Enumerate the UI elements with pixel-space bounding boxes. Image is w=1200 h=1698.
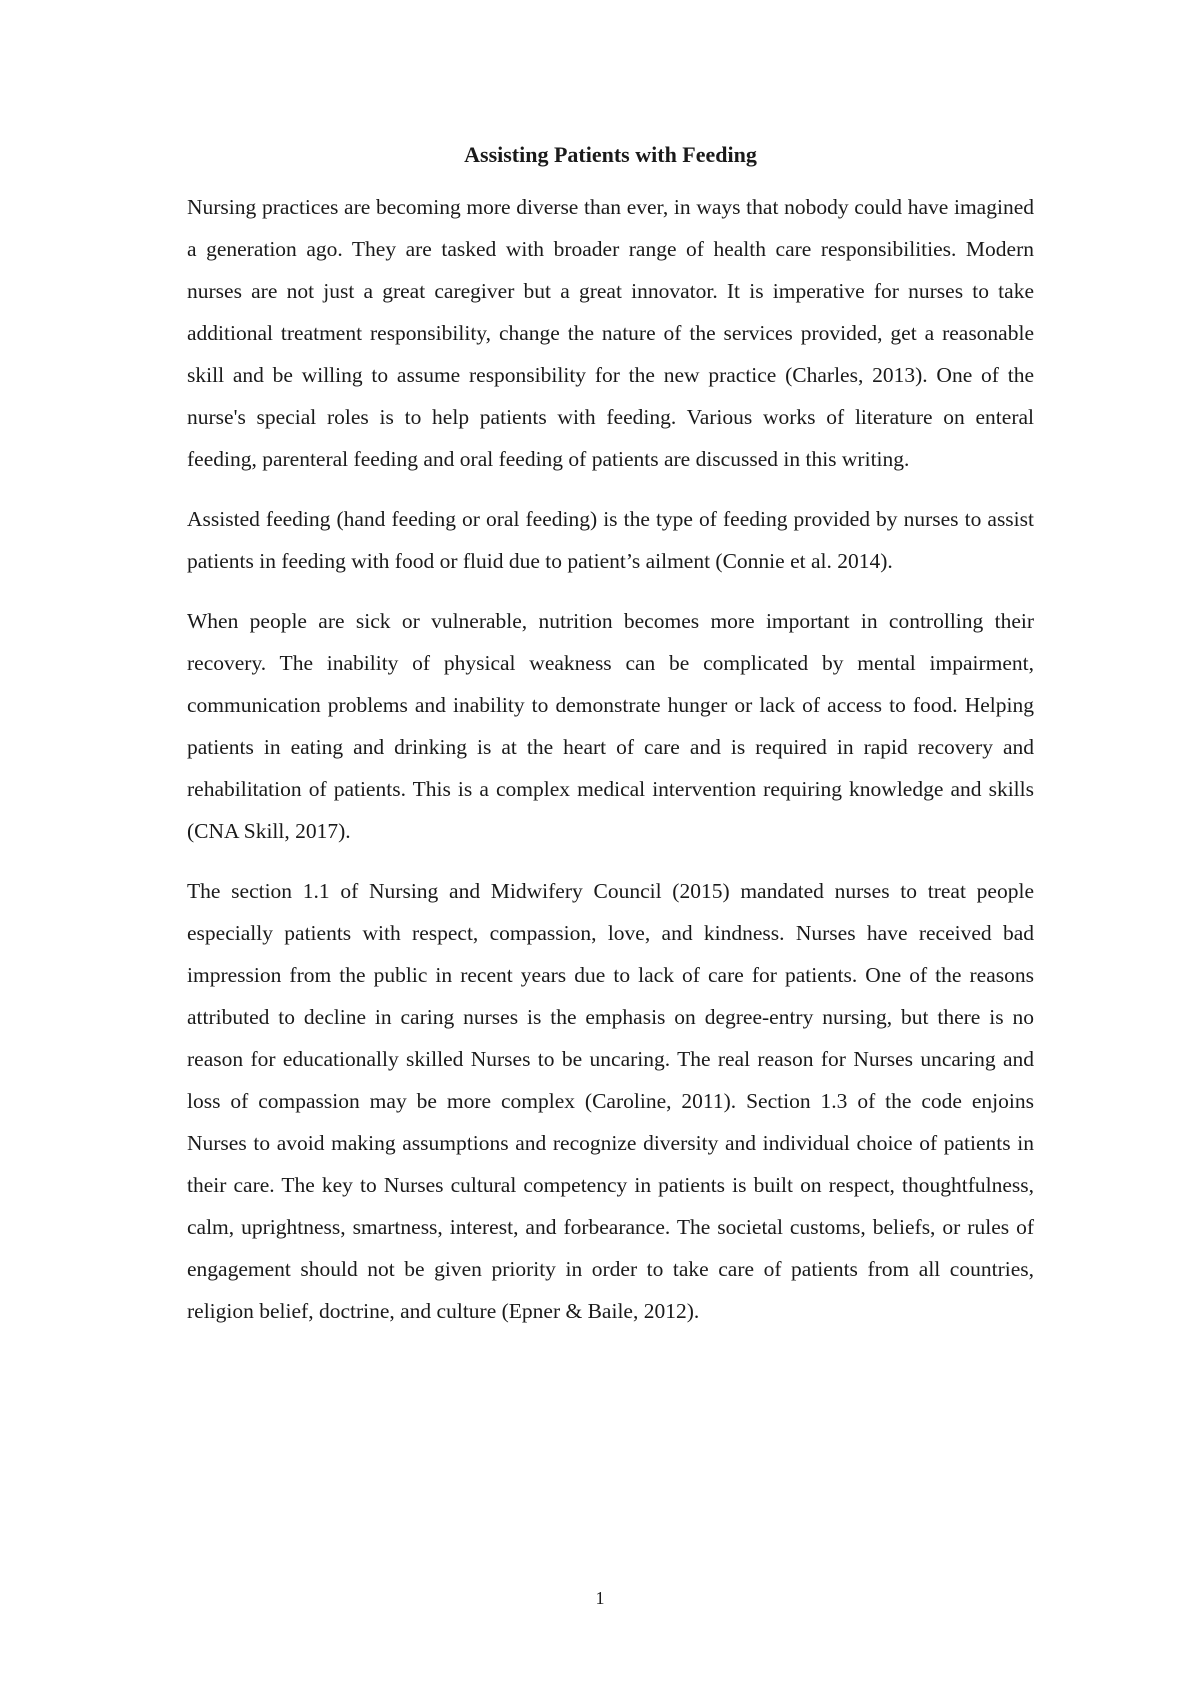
paragraph-assisted-feeding: Assisted feeding (hand feeding or oral feeding) is the type of feeding provided by nurses to assist patients in feeding with food or fluid due to patient’s ailment (Connie et al. 2014).	[187, 507, 1034, 573]
page-number: 1	[595, 1588, 605, 1608]
document-body	[187, 140, 1034, 1350]
paragraph-nmc-code: The section 1.1 of Nursing and Midwifery Council (2015) mandated nurses to treat people especially patients with respect, compassion, love, and kindness. Nurses have received bad impression from the public in recent years due to lack of care for patients. One of the reasons attributed to decline in caring nurses is the emphasis on degree-entry nursing, but there is no reason for educationally skilled Nurses to be uncaring. The real reason for Nurses uncaring and loss of compassion may be more complex (Caroline, 2011). Section 1.3 of the code enjoins Nurses to avoid making assumptions and recognize diversity and individual choice of patients in their care. The key to Nurses cultural competency in patients is built on respect, thoughtfulness, calm, uprightness, smartness, interest, and forbearance. The societal customs, beliefs, or rules of engagement should not be given priority in order to take care of patients from all countries, religion belief, doctrine, and culture (Epner & Baile, 2012).	[187, 879, 1034, 1323]
paragraph-nutrition: When people are sick or vulnerable, nutrition becomes more important in controlling their recovery. The inability of physical weakness can be complicated by mental impairment, communication problems and inability to demonstrate hunger or lack of access to food. Helping patients in eating and drinking is at the heart of care and is required in rapid recovery and rehabilitation of patients. This is a complex medical intervention requiring knowledge and skills (CNA Skill, 2017).	[187, 609, 1034, 843]
paragraph-intro: Nursing practices are becoming more diverse than ever, in ways that nobody could have imagined a generation ago. They are tasked with broader range of health care responsibilities. Modern nurses are not just a great caregiver but a great innovator. It is imperative for nurses to take additional treatment responsibility, change the nature of the services provided, get a reasonable skill and be willing to assume responsibility for the new practice (Charles, 2013). One of the nurse's special roles is to help patients with feeding. Various works of literature on enteral feeding, parenteral feeding and oral feeding of patients are discussed in this writing.	[187, 195, 1034, 471]
document-title: Assisting Patients with Feeding	[464, 142, 757, 167]
